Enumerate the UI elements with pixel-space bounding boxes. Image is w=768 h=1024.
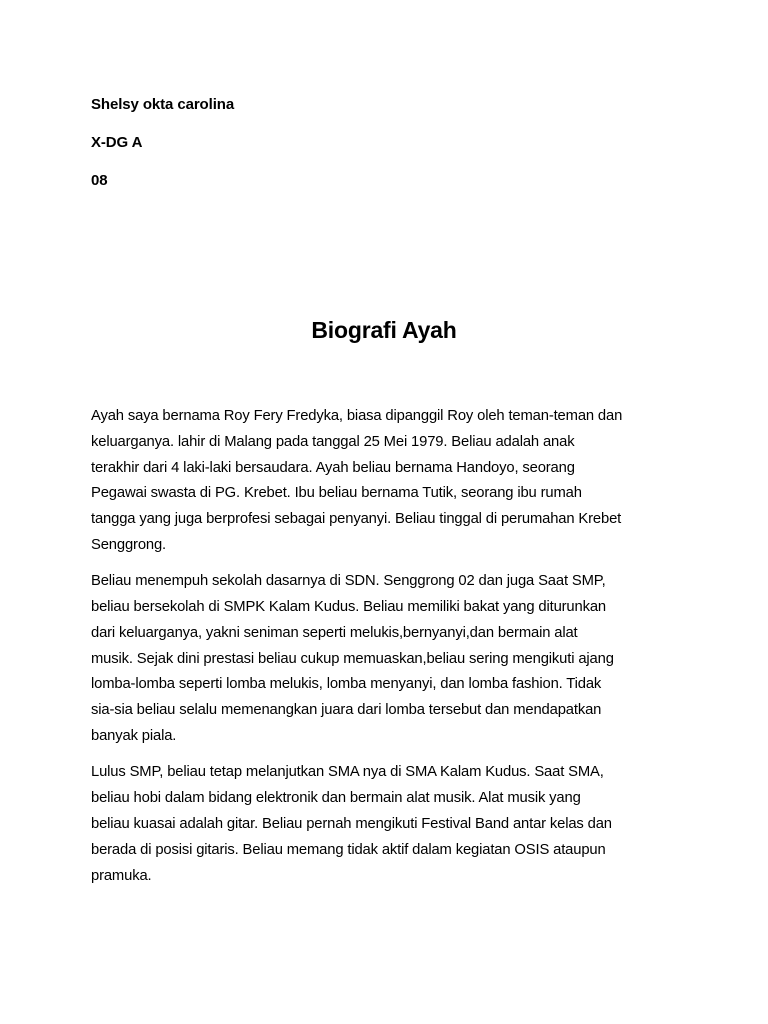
text-line: terakhir dari 4 laki-laki bersaudara. Ayah beliau bernama Handoyo, seorang <box>91 459 575 476</box>
document-body <box>91 404 691 900</box>
student-number: 08 <box>91 172 108 189</box>
text-line: lomba-lomba seperti lomba melukis, lomba menyanyi, dan lomba fashion. Tidak <box>91 676 602 693</box>
text-line: banyak piala. <box>91 728 177 745</box>
text-line: keluarganya. lahir di Malang pada tanggal 25 Mei 1979. Beliau adalah anak <box>91 433 575 450</box>
text-line: tangga yang juga berprofesi sebagai penyanyi. Beliau tinggal di perumahan Krebet <box>91 511 622 528</box>
text-line: Lulus SMP, beliau tetap melanjutkan SMA nya di SMA Kalam Kudus. Saat SMA, <box>91 764 604 781</box>
text-line: beliau kuasai adalah gitar. Beliau pernah mengikuti Festival Band antar kelas dan <box>91 815 612 832</box>
text-line: Ayah saya bernama Roy Fery Fredyka, biasa dipanggil Roy oleh teman-teman dan <box>91 408 623 424</box>
text-line: berada di posisi gitaris. Beliau memang tidak aktif dalam kegiatan OSIS ataupun <box>91 841 606 858</box>
paragraph-2 <box>91 569 691 750</box>
text-line: beliau bersekolah di SMPK Kalam Kudus. Beliau memiliki bakat yang diturunkan <box>91 599 606 616</box>
text-line: Beliau menempuh sekolah dasarnya di SDN. Senggrong 02 dan juga Saat SMP, <box>91 573 606 590</box>
text-line: pramuka. <box>91 867 152 884</box>
student-name: Shelsy okta carolina <box>91 96 235 113</box>
text-line: sia-sia beliau selalu memenangkan juara dari lomba tersebut dan mendapatkan <box>91 702 602 719</box>
text-line: dari keluarganya, yakni seniman seperti melukis,bernyanyi,dan bermain alat <box>91 624 578 641</box>
paragraph-3 <box>91 760 691 889</box>
text-line: Pegawai swasta di PG. Krebet. Ibu beliau bernama Tutik, seorang ibu rumah <box>91 485 582 502</box>
text-line: musik. Sejak dini prestasi beliau cukup memuaskan,beliau sering mengikuti ajang <box>91 650 614 667</box>
text-line: Senggrong. <box>91 536 167 553</box>
document-title: Biografi Ayah <box>311 317 457 343</box>
paragraph-1 <box>91 404 691 559</box>
text-line: beliau hobi dalam bidang elektronik dan bermain alat musik. Alat musik yang <box>91 790 581 807</box>
student-class: X-DG A <box>91 134 143 151</box>
